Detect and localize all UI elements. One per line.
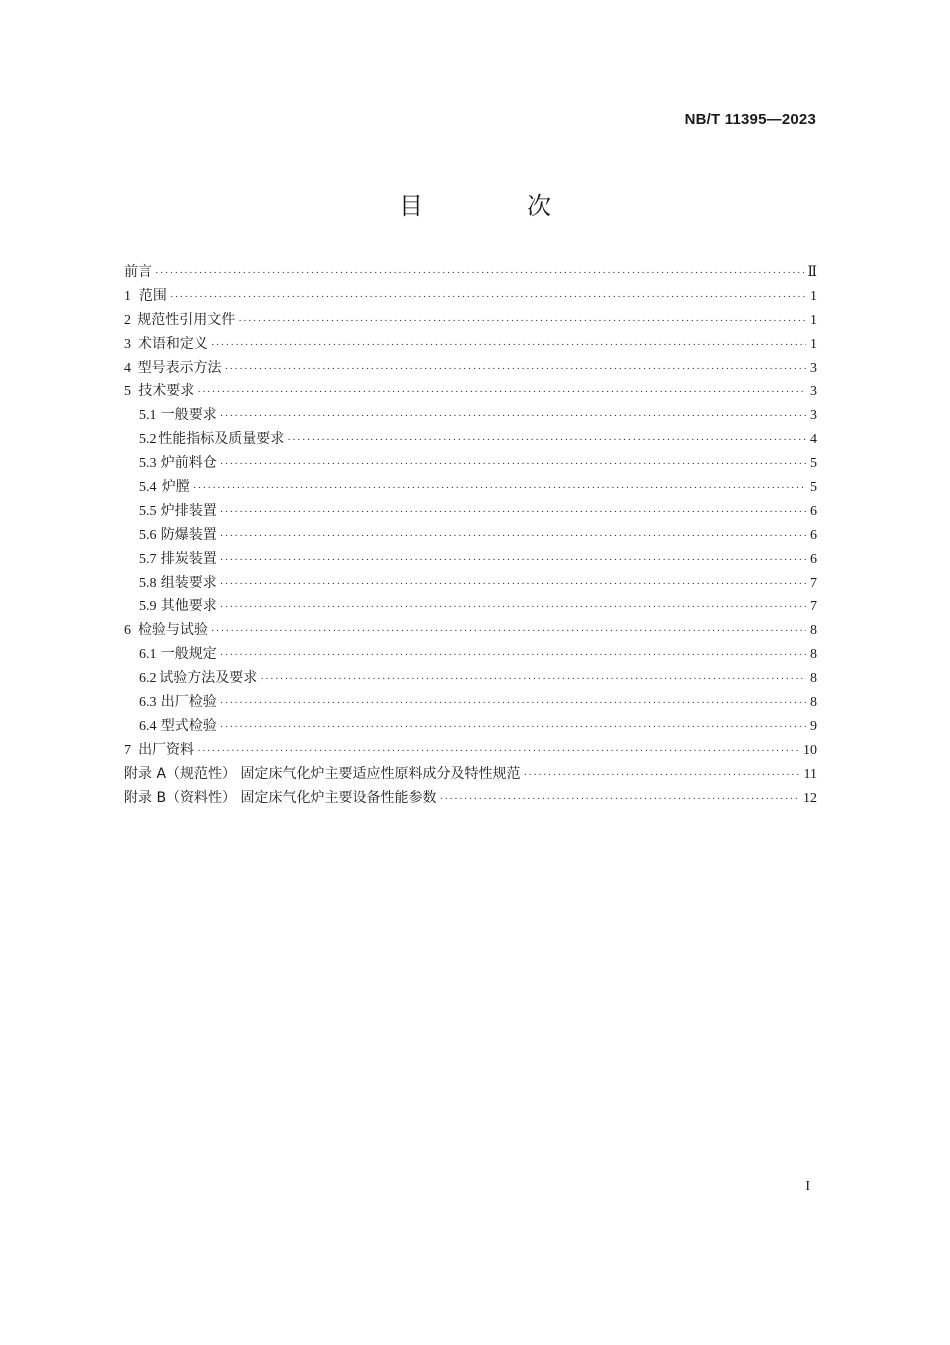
dot-leader	[225, 358, 806, 382]
toc-entry-label: 型式检验	[160, 717, 217, 734]
dot-leader	[193, 477, 806, 501]
toc-entry[interactable]	[124, 548, 817, 572]
dot-leader	[523, 764, 800, 788]
toc-entry-page: 7	[810, 575, 817, 591]
toc-entry-page: 5	[810, 456, 817, 472]
toc-entry-page: 3	[810, 360, 817, 376]
dot-leader	[238, 310, 806, 334]
toc-entry-page: 11	[803, 766, 817, 782]
toc-entry-number: 5.6	[139, 527, 157, 543]
dot-leader	[220, 596, 806, 620]
toc-entry-label: 出厂检验	[160, 694, 217, 711]
toc-entry[interactable]	[124, 572, 817, 596]
dot-leader	[220, 644, 806, 668]
toc-entry-page: 5	[810, 480, 817, 496]
toc-entry[interactable]	[124, 643, 817, 667]
toc-entry-label: 范围	[138, 287, 167, 304]
dot-leader	[220, 716, 806, 740]
toc-entry-label: 附录 B（资料性） 固定床气化炉主要设备性能参数	[124, 789, 437, 806]
dot-leader	[220, 573, 806, 597]
toc-entry-number: 6	[124, 623, 131, 639]
toc-entry[interactable]	[124, 357, 817, 381]
toc-entry-number: 5.2	[139, 432, 157, 448]
dot-leader	[155, 262, 804, 286]
dot-leader	[287, 429, 806, 453]
dot-leader	[197, 740, 800, 764]
dot-leader	[260, 668, 806, 692]
toc-entry-label: 炉膛	[161, 479, 190, 496]
toc-entry[interactable]	[124, 285, 817, 309]
toc-entry-page: 1	[810, 336, 817, 352]
toc-entry-number: 3	[124, 336, 131, 352]
toc-entry-number: 5.7	[139, 551, 157, 567]
toc-entry[interactable]	[124, 428, 817, 452]
dot-leader	[220, 525, 806, 549]
toc-entry-page: 1	[810, 288, 817, 304]
toc-entry[interactable]	[124, 524, 817, 548]
toc-entry-number: 5.9	[139, 599, 157, 615]
toc-entry-number: 7	[124, 742, 131, 758]
toc-entry-label: 试验方法及要求	[159, 670, 258, 687]
toc-entry-page: 3	[810, 408, 817, 424]
toc-entry-number: 4	[124, 360, 131, 376]
dot-leader	[220, 405, 806, 429]
toc-entry[interactable]	[124, 619, 817, 643]
table-of-contents	[124, 261, 817, 810]
toc-entry[interactable]	[124, 333, 817, 357]
toc-entry-label: 技术要求	[138, 383, 195, 400]
toc-entry-number: 6.3	[139, 695, 157, 711]
toc-entry-number: 2	[124, 312, 131, 328]
toc-entry-number: 5.8	[139, 575, 157, 591]
toc-entry-label: 炉排装置	[160, 502, 217, 519]
toc-entry-page: 8	[810, 695, 817, 711]
toc-entry[interactable]	[124, 309, 817, 333]
toc-entry[interactable]	[124, 667, 817, 691]
toc-entry-page: 4	[810, 432, 817, 448]
toc-entry-label: 一般要求	[160, 407, 217, 424]
toc-entry-page: 9	[810, 718, 817, 734]
dot-leader	[197, 381, 806, 405]
toc-entry-label: 炉前料仓	[160, 455, 217, 472]
dot-leader	[170, 286, 806, 310]
toc-entry-number: 5.1	[139, 408, 157, 424]
toc-entry-label: 型号表示方法	[137, 359, 222, 376]
toc-entry-label: 一般规定	[160, 646, 217, 663]
toc-entry-page: 10	[803, 742, 817, 758]
toc-entry-page: 8	[810, 647, 817, 663]
toc-entry-number: 5.3	[139, 456, 157, 472]
toc-entry[interactable]	[124, 691, 817, 715]
toc-entry-label: 术语和定义	[137, 335, 208, 352]
toc-entry-label: 附录 A（规范性） 固定床气化炉主要适应性原料成分及特性规范	[124, 765, 521, 782]
dot-leader	[440, 788, 800, 812]
toc-entry-number: 6.2	[139, 671, 157, 687]
dot-leader	[220, 453, 806, 477]
toc-entry[interactable]	[124, 739, 817, 763]
toc-entry-label: 规范性引用文件	[137, 311, 236, 328]
dot-leader	[220, 692, 806, 716]
toc-entry-page: Ⅱ	[807, 265, 817, 280]
page-title: 目 次	[399, 192, 591, 220]
toc-entry-label: 出厂资料	[138, 741, 195, 758]
toc-entry[interactable]	[124, 404, 817, 428]
dot-leader	[220, 501, 806, 525]
toc-entry-page: 6	[810, 527, 817, 543]
toc-entry-page: 1	[810, 312, 817, 328]
toc-entry-label: 前言	[124, 264, 152, 280]
toc-entry-number: 6.1	[139, 647, 157, 663]
dot-leader	[211, 620, 806, 644]
toc-entry-label: 其他要求	[160, 598, 217, 615]
toc-entry-label: 排炭装置	[160, 550, 217, 567]
toc-entry-number: 5.5	[139, 503, 157, 519]
toc-entry-page: 6	[810, 551, 817, 567]
toc-entry-page: 3	[810, 384, 817, 400]
toc-entry[interactable]	[124, 500, 817, 524]
dot-leader	[211, 334, 806, 358]
toc-entry[interactable]	[124, 476, 817, 500]
toc-entry[interactable]	[124, 261, 817, 285]
page-number: I	[805, 1179, 810, 1194]
toc-entry-page: 12	[803, 790, 817, 806]
toc-entry[interactable]	[124, 452, 817, 476]
toc-entry-page: 8	[810, 671, 817, 687]
toc-entry-number: 6.4	[139, 718, 157, 734]
toc-entry[interactable]	[124, 715, 817, 739]
standard-code: NB/T 11395—2023	[684, 111, 816, 128]
toc-entry-label: 性能指标及质量要求	[158, 431, 285, 448]
toc-entry-number: 1	[124, 288, 131, 304]
toc-entry-page: 8	[810, 623, 817, 639]
toc-entry-label: 组装要求	[160, 574, 217, 591]
toc-entry[interactable]	[124, 380, 817, 404]
toc-entry-number: 5	[124, 384, 131, 400]
toc-entry-label: 防爆装置	[160, 526, 217, 543]
toc-entry[interactable]	[124, 763, 817, 787]
toc-entry-page: 7	[810, 599, 817, 615]
dot-leader	[220, 549, 806, 573]
toc-entry-number: 5.4	[139, 480, 157, 496]
toc-entry[interactable]	[124, 787, 817, 811]
toc-entry-page: 6	[810, 503, 817, 519]
toc-entry-label: 检验与试验	[137, 622, 208, 639]
toc-entry[interactable]	[124, 595, 817, 619]
